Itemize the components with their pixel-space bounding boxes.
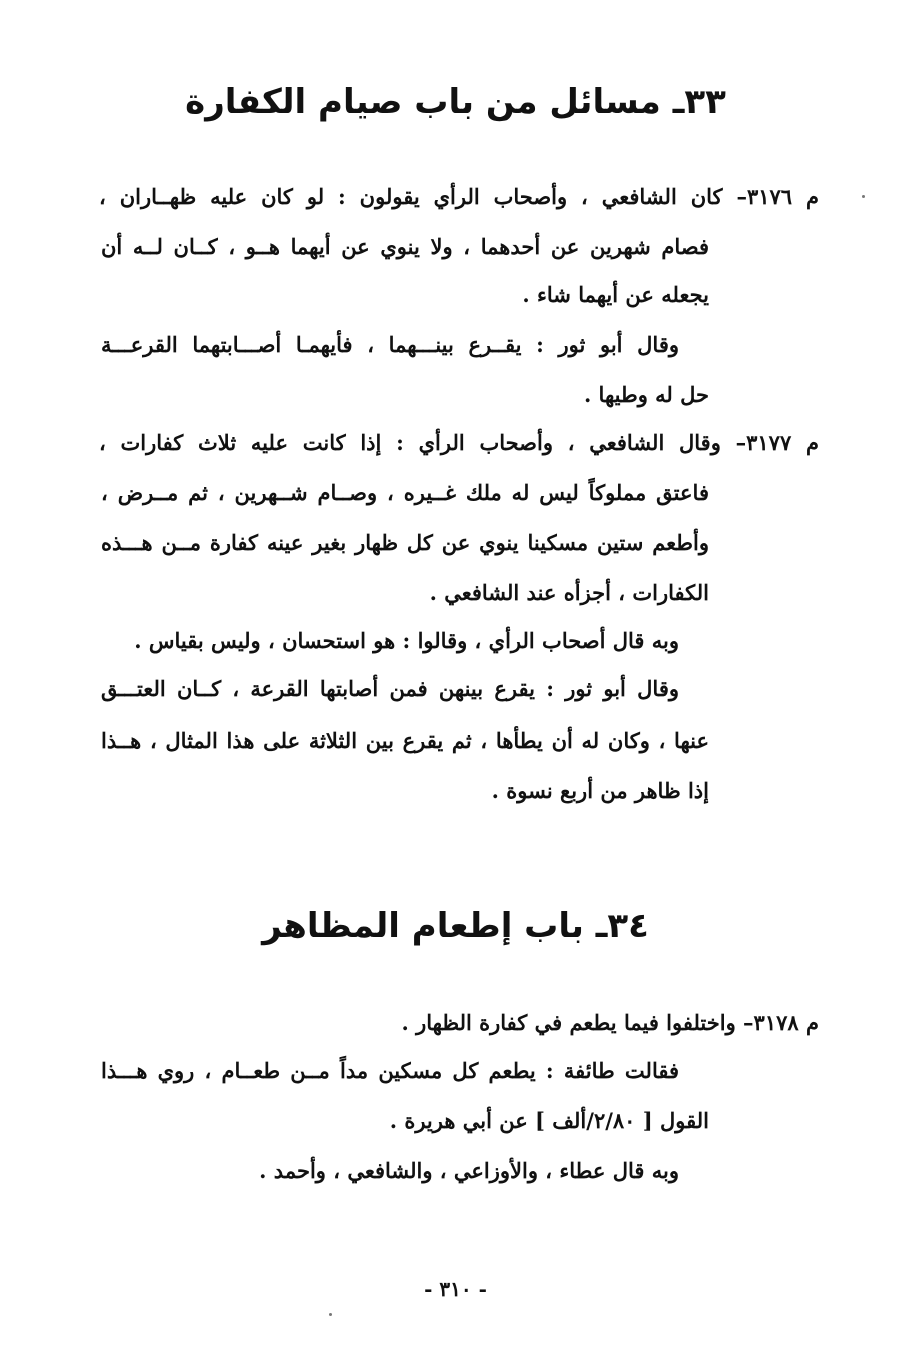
- entry-3178-line-4: وبه قال عطاء ، والأوزاعي ، والشافعي ، وأحمد .: [259, 1158, 679, 1183]
- entry-3177-line-4: الكفارات ، أجزأه عند الشافعي .: [429, 580, 709, 605]
- entry-3176-line-2: فصام شهرين عن أحدهما ، ولا ينوي عن أيهما هــو ، كــان لــه أن: [101, 234, 709, 259]
- section-33-heading: ٣٣ـ مسائل من باب صيام الكفارة: [185, 82, 726, 122]
- section-34-heading: ٣٤ـ باب إطعام المظاهر: [262, 906, 649, 946]
- entry-3176-line-4: وقال أبو ثور : يقــرع بينـــهما ، فأيهمـا أصـــابتهما القرعـــة: [101, 332, 679, 357]
- scan-speck: [862, 195, 865, 198]
- entry-3177-line-8: إذا ظاهر من أربع نسوة .: [491, 778, 709, 803]
- entry-3176-line-1: م ٣١٧٦– كان الشافعي ، وأصحاب الرأي يقولون : لو كان عليه ظهــاران ،: [99, 184, 819, 209]
- scan-speck: [329, 1313, 332, 1316]
- entry-3177-line-5: وبه قال أصحاب الرأي ، وقالوا : هو استحسان ، وليس بقياس .: [134, 628, 679, 653]
- page-number: - ٣١٠ -: [424, 1277, 487, 1301]
- entry-3177-line-6: وقال أبو ثور : يقرع بينهن فمن أصابتها القرعة ، كــان العتـــق: [101, 676, 679, 701]
- entry-3176-line-5: حل له وطيها .: [583, 382, 709, 407]
- entry-3176-line-3: يجعله عن أيهما شاء .: [522, 282, 709, 307]
- entry-3177-line-7: عنها ، وكان له أن يطأها ، ثم يقرع بين الثلاثة على هذا المثال ، هــذا: [101, 728, 709, 753]
- entry-3177-line-1: م ٣١٧٧– وقال الشافعي ، وأصحاب الرأي : إذا كانت عليه ثلاث كفارات ،: [99, 430, 819, 455]
- entry-3178-line-3: القول [ ٢/٨٠/ألف ] عن أبي هريرة .: [389, 1108, 709, 1133]
- entry-3177-line-3: وأطعم ستين مسكينا ينوي عن كل ظهار بغير عينه كفارة مــن هـــذه: [101, 530, 709, 555]
- entry-3178-line-2: فقالت طائفة : يطعم كل مسكين مداً مــن طعــام ، روي هـــذا: [101, 1058, 679, 1083]
- entry-3178-line-1: م ٣١٧٨– واختلفوا فيما يطعم في كفارة الظهار .: [401, 1010, 819, 1035]
- entry-3177-line-2: فاعتق مملوكاً ليس له ملك غــيره ، وصــام شــهرين ، ثم مــرض ،: [101, 480, 709, 505]
